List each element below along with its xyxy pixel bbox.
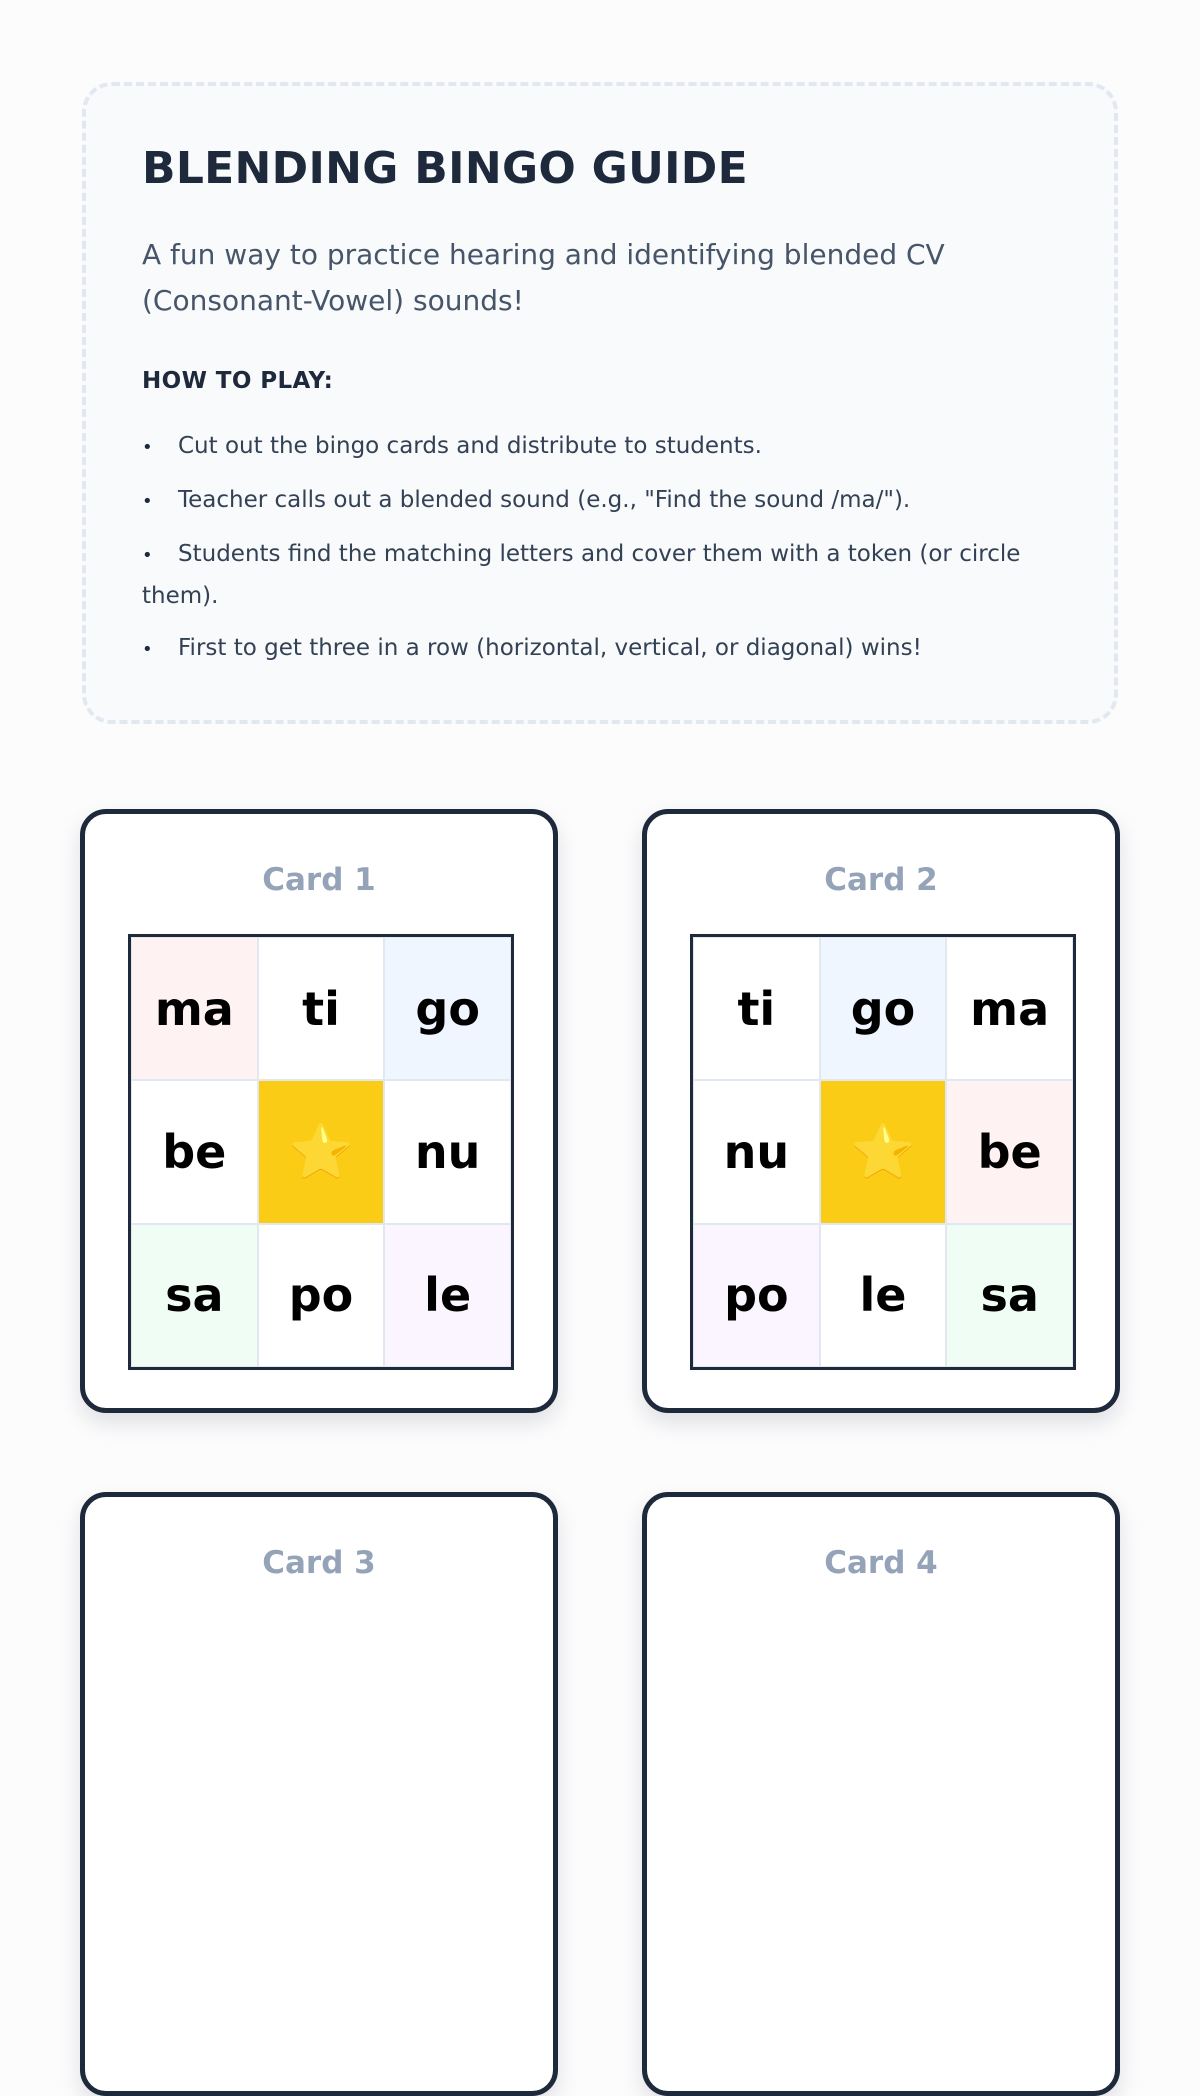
rule-text: Students find the matching letters and cover them with a token (or circle them). [142,541,1021,609]
bingo-cell[interactable]: be [946,1080,1073,1223]
bingo-grid [690,934,1076,1370]
bingo-cell[interactable]: ma [946,937,1073,1080]
bingo-cell[interactable]: ma [131,937,258,1080]
card-title: Card 2 [824,862,938,898]
how-to-play-heading: HOW TO PLAY: [142,368,334,394]
bingo-grid [128,934,514,1370]
bingo-cell[interactable]: le [384,1224,511,1367]
bingo-cell[interactable]: ti [693,937,820,1080]
card-title: Card 3 [262,1545,376,1581]
bingo-cell[interactable]: go [820,937,947,1080]
instructions-panel [82,82,1118,724]
card-title: Card 1 [262,862,376,898]
free-space-star-icon[interactable]: ⭐ [820,1080,947,1223]
free-space-star-icon[interactable]: ⭐ [258,1080,385,1223]
bingo-cell[interactable]: go [384,937,511,1080]
rule-item [142,534,1052,616]
bingo-cell[interactable]: nu [693,1080,820,1223]
bullet-icon: • [142,639,153,660]
bingo-cell[interactable]: po [693,1224,820,1367]
guide-title: BLENDING BINGO GUIDE [142,143,748,194]
rule-text: Teacher calls out a blended sound (e.g., "Find the sound /ma/"). [178,487,911,513]
rule-item [142,480,1052,522]
bingo-card-3 [80,1492,558,2096]
bingo-cell[interactable]: sa [131,1224,258,1367]
bullet-icon: • [142,437,153,458]
rule-item [142,628,1052,670]
bingo-card-4 [642,1492,1120,2096]
bingo-cell[interactable]: nu [384,1080,511,1223]
bingo-cell[interactable]: sa [946,1224,1073,1367]
bullet-icon: • [142,545,153,566]
bingo-cell[interactable]: po [258,1224,385,1367]
rule-item [142,426,1052,468]
guide-intro: A fun way to practice hearing and identifying blended CV (Consonant-Vowel) sounds! [142,238,945,317]
bingo-card-1 [80,809,558,1413]
bingo-cell[interactable]: le [820,1224,947,1367]
bingo-cell[interactable]: ti [258,937,385,1080]
card-title: Card 4 [824,1545,938,1581]
bingo-card-2 [642,809,1120,1413]
rules-list [142,426,1058,670]
rule-text: First to get three in a row (horizontal, vertical, or diagonal) wins! [178,635,922,661]
rule-text: Cut out the bingo cards and distribute to students. [178,433,762,459]
bullet-icon: • [142,491,153,512]
bingo-cell[interactable]: be [131,1080,258,1223]
